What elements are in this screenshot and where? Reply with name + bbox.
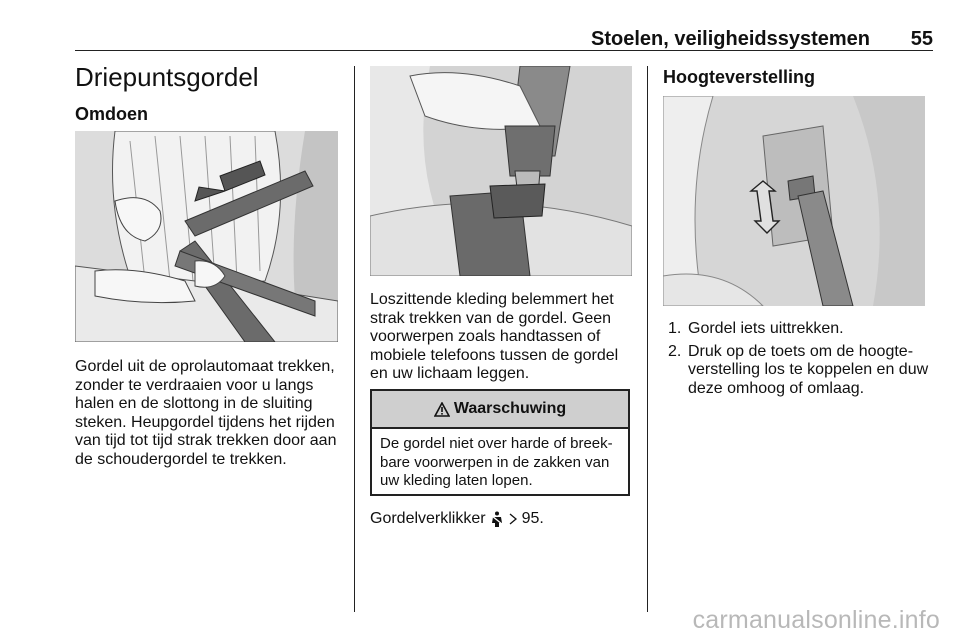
reference-page[interactable]: 95. bbox=[521, 510, 544, 527]
warning-triangle-icon bbox=[434, 402, 450, 417]
list-item bbox=[668, 343, 933, 399]
list-item bbox=[668, 320, 933, 339]
seatbelt-reminder-icon bbox=[490, 511, 504, 527]
height-adjuster-drawing bbox=[663, 96, 925, 306]
column-divider bbox=[354, 66, 355, 612]
reference-line bbox=[370, 510, 632, 529]
header-rule bbox=[75, 50, 933, 51]
steps-list bbox=[668, 320, 933, 402]
step-text: Gordel iets uittrekken. bbox=[688, 320, 844, 337]
warning-text: De gordel niet over harde of breekbare voorwerpen in de zakken van uw kleding laten lopen. bbox=[380, 435, 613, 489]
warning-box bbox=[370, 389, 630, 496]
reference-label: Gordelverklikker bbox=[370, 510, 486, 527]
watermark: carmanualsonline.info bbox=[692, 606, 940, 634]
buckle-drawing bbox=[370, 66, 632, 276]
step-text: Druk op de toets om de hoogteverstelling los te koppelen en duw deze omhoog of omlaag. bbox=[688, 342, 929, 397]
subheading-hoogteverstelling: Hoogteverstelling bbox=[663, 67, 816, 87]
buckle-insertion-illustration bbox=[370, 66, 632, 276]
height-adjuster-illustration bbox=[663, 96, 925, 306]
buckling-drawing bbox=[75, 131, 338, 342]
section-title: Stoelen, veiligheidssystemen bbox=[591, 28, 870, 50]
subheading-omdoen: Omdoen bbox=[75, 104, 149, 124]
column-divider bbox=[647, 66, 648, 612]
warning-header bbox=[372, 391, 628, 429]
step-number: 2. bbox=[668, 342, 682, 360]
col1-paragraph: Gordel uit de oprolautomaat trekken, zonder te verdraaien voor u langs halen en de slottong in de sluiting steken. Heupgordel tijdens het rijden van tijd tot tijd strak trekken door aan de schoudergordel te trekken. bbox=[75, 358, 337, 468]
page-number: 55 bbox=[910, 28, 933, 50]
buckling-illustration bbox=[75, 131, 338, 342]
step-number: 1. bbox=[668, 320, 682, 337]
warning-title: Waarschuwing bbox=[453, 400, 567, 417]
col2-paragraph: Loszittende kleding belemmert het strak trekken van de gordel. Geen voorwerpen zoals handtassen of mobiele telefoons tussen de gordel en uw lichaam leggen. bbox=[370, 291, 619, 382]
main-heading: Driepuntsgordel bbox=[75, 62, 259, 92]
arrow-reference-icon[interactable] bbox=[508, 513, 518, 525]
